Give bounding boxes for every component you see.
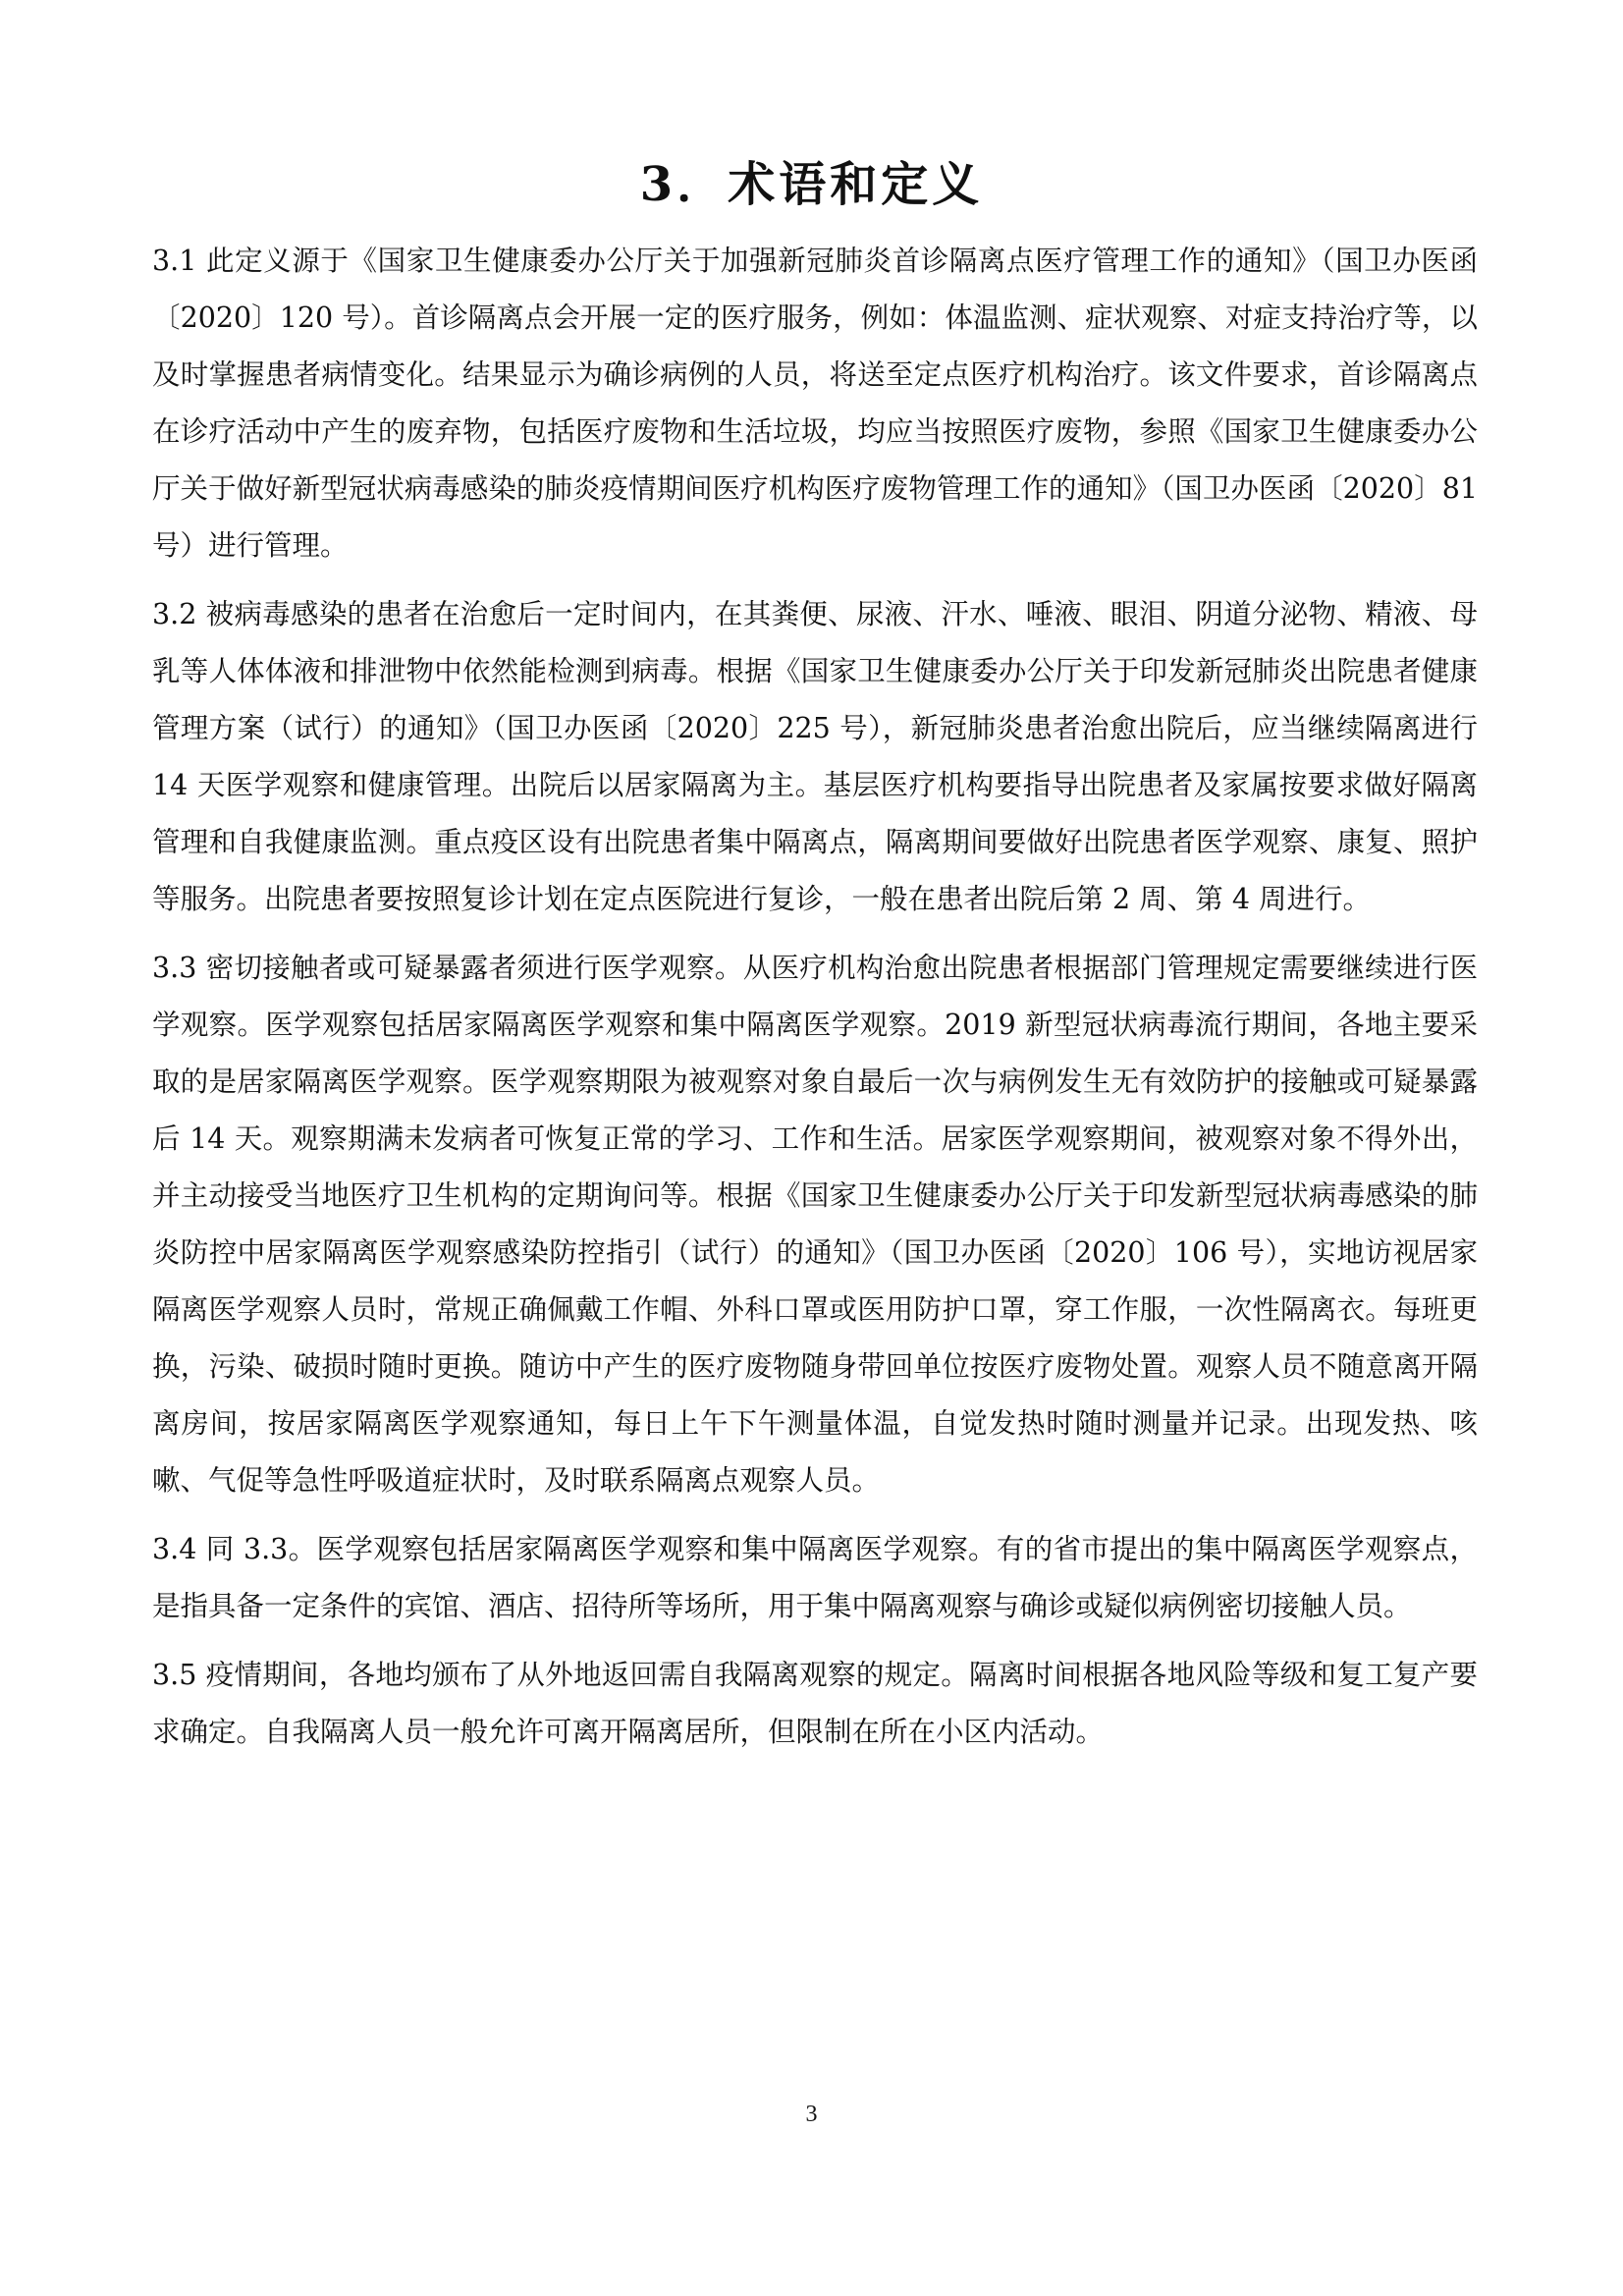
section-body xyxy=(152,233,1478,1773)
paragraph-3-2: 3.2 被病毒感染的患者在治愈后一定时间内，在其粪便、尿液、汗水、唾液、眼泪、阴道分泌物、精液、母乳等人体体液和排泄物中依然能检测到病毒。根据《国家卫生健康委办公厅关于印发新冠肺炎出院患者健康管理方案（试行）的通知》（国卫办医函〔2020〕225 号），新冠肺炎患者治愈出院后，应当继续隔离进行 14 天医学观察和健康管理。出院后以居家隔离为主。基层医疗机构要指导出院患者及家属按要求做好隔离管理和自我健康监测。重点疫区设有出院患者集中隔离点，隔离期间要做好出院患者医学观察、康复、照护等服务。出院患者要按照复诊计划在定点医院进行复诊，一般在患者出院后第 2 周、第 4 周进行。 xyxy=(152,598,1478,915)
paragraph-3-3: 3.3 密切接触者或可疑暴露者须进行医学观察。从医疗机构治愈出院患者根据部门管理规定需要继续进行医学观察。医学观察包括居家隔离医学观察和集中隔离医学观察。2019 新型冠状病毒流行期间，各地主要采取的是居家隔离医学观察。医学观察期限为被观察对象自最后一次与病例发生无有效防护的接触或可疑暴露后 14 天。观察期满未发病者可恢复正常的学习、工作和生活。居家医学观察期间，被观察对象不得外出，并主动接受当地医疗卫生机构的定期询问等。根据《国家卫生健康委办公厅关于印发新型冠状病毒感染的肺炎防控中居家隔离医学观察感染防控指引（试行）的通知》（国卫办医函〔2020〕106 号），实地访视居家隔离医学观察人员时，常规正确佩戴工作帽、外科口罩或医用防护口罩，穿工作服，一次性隔离衣。每班更换，污染、破损时随时更换。随访中产生的医疗废物随身带回单位按医疗废物处置。观察人员不随意离开隔离房间，按居家隔离医学观察通知，每日上午下午测量体温，自觉发热时随时测量并记录。出现发热、咳嗽、气促等急性呼吸道症状时，及时联系隔离点观察人员。 xyxy=(152,952,1478,1497)
paragraph-3-5: 3.5 疫情期间，各地均颁布了从外地返回需自我隔离观察的规定。隔离时间根据各地风险等级和复工复产要求确定。自我隔离人员一般允许可离开隔离居所，但限制在所在小区内活动。 xyxy=(152,1659,1478,1748)
paragraph-3-1: 3.1 此定义源于《国家卫生健康委办公厅关于加强新冠肺炎首诊隔离点医疗管理工作的通知》（国卫办医函〔2020〕120 号）。首诊隔离点会开展一定的医疗服务，例如：体温监测、症状观察、对症支持治疗等，以及时掌握患者病情变化。结果显示为确诊病例的人员，将送至定点医疗机构治疗。该文件要求，首诊隔离点在诊疗活动中产生的废弃物，包括医疗废物和生活垃圾，均应当按照医疗废物，参照《国家卫生健康委办公厅关于做好新型冠状病毒感染的肺炎疫情期间医疗机构医疗废物管理工作的通知》（国卫办医函〔2020〕81 号）进行管理。 xyxy=(152,245,1478,562)
page-number: 3 xyxy=(805,2102,818,2127)
section-title: 3．术语和定义 xyxy=(639,157,984,212)
paragraph-3-4: 3.4 同 3.3。医学观察包括居家隔离医学观察和集中隔离医学观察。有的省市提出的集中隔离医学观察点，是指具备一定条件的宾馆、酒店、招待所等场所，用于集中隔离观察与确诊或疑似病例密切接触人员。 xyxy=(152,1533,1478,1622)
